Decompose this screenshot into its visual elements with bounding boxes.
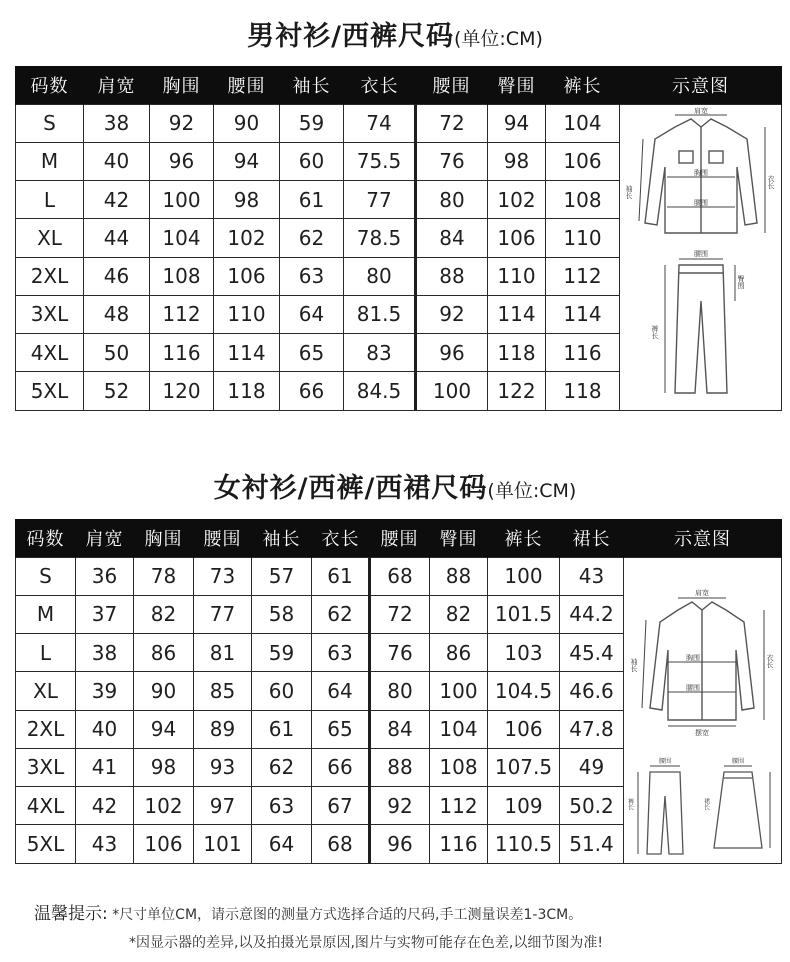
men-diagram-hip-label: 臀围 (736, 274, 745, 289)
men-measurement-diagram (623, 105, 779, 405)
men-cell-1-7: 98 (488, 142, 546, 180)
women-cell-3-5: 64 (312, 672, 370, 710)
women-diagram-pants-length-label: 裤长 (626, 797, 633, 810)
women-diagram-cell (624, 557, 782, 863)
men-cell-4-8: 112 (546, 257, 620, 295)
men-cell-3-5: 78.5 (344, 219, 416, 257)
women-cell-6-2: 102 (134, 787, 194, 825)
women-cell-6-3: 97 (194, 787, 252, 825)
women-cell-3-1: 39 (76, 672, 134, 710)
women-header-8: 裤长 (488, 519, 560, 557)
women-size-table (15, 519, 782, 864)
notes-text-1: *尺寸单位CM，请示意图的测量方式选择合适的尺码,手工测量误差1-3CM。 (112, 907, 583, 923)
women-header-1: 肩宽 (76, 519, 134, 557)
women-cell-2-4: 59 (252, 634, 312, 672)
women-cell-7-0: 5XL (16, 825, 76, 863)
women-diagram-skirt-length-label: 裙长 (702, 797, 709, 810)
men-cell-1-4: 60 (280, 142, 344, 180)
men-header-3: 腰围 (214, 66, 280, 104)
women-cell-7-6: 96 (370, 825, 430, 863)
men-cell-7-3: 118 (214, 372, 280, 410)
women-cell-0-8: 100 (488, 557, 560, 595)
men-cell-4-5: 80 (344, 257, 416, 295)
women-cell-5-8: 107.5 (488, 748, 560, 786)
women-cell-6-4: 63 (252, 787, 312, 825)
women-cell-2-5: 63 (312, 634, 370, 672)
women-cell-0-2: 78 (134, 557, 194, 595)
women-diagram-sleeve-label: 袖长 (629, 657, 638, 672)
women-diagram-length-label: 衣长 (765, 653, 774, 668)
women-cell-2-1: 38 (76, 634, 134, 672)
women-cell-5-2: 98 (134, 748, 194, 786)
men-cell-5-8: 114 (546, 295, 620, 333)
men-cell-6-0: 4XL (16, 334, 84, 372)
men-header-5: 衣长 (344, 66, 416, 104)
men-cell-6-5: 83 (344, 334, 416, 372)
men-cell-6-1: 50 (84, 334, 150, 372)
women-diagram-chest-label: 胸围 (685, 653, 700, 662)
women-skirt-sketch (714, 772, 762, 848)
women-cell-4-3: 89 (194, 710, 252, 748)
men-header-0: 码数 (16, 66, 84, 104)
women-cell-4-9: 47.8 (560, 710, 624, 748)
women-diagram-hem-label: 摆宽 (694, 728, 709, 737)
women-cell-7-8: 110.5 (488, 825, 560, 863)
men-cell-0-3: 90 (214, 104, 280, 142)
women-cell-7-3: 101 (194, 825, 252, 863)
men-cell-4-0: 2XL (16, 257, 84, 295)
men-header-8: 裤长 (546, 66, 620, 104)
men-cell-5-2: 112 (150, 295, 214, 333)
women-cell-7-1: 43 (76, 825, 134, 863)
men-cell-0-2: 92 (150, 104, 214, 142)
women-cell-0-0: S (16, 557, 76, 595)
women-cell-1-1: 37 (76, 595, 134, 633)
men-cell-2-1: 42 (84, 181, 150, 219)
men-cell-0-8: 104 (546, 104, 620, 142)
men-diagram-chest-label: 胸围 (693, 168, 708, 177)
women-header-10: 示意图 (624, 519, 782, 557)
women-cell-5-6: 88 (370, 748, 430, 786)
men-cell-3-7: 106 (488, 219, 546, 257)
women-cell-6-7: 112 (430, 787, 488, 825)
men-cell-0-5: 74 (344, 104, 416, 142)
women-cell-6-5: 67 (312, 787, 370, 825)
men-header-7: 臀围 (488, 66, 546, 104)
women-header-7: 臀围 (430, 519, 488, 557)
men-table-body (16, 104, 782, 410)
women-cell-3-8: 104.5 (488, 672, 560, 710)
men-cell-6-4: 65 (280, 334, 344, 372)
men-cell-5-4: 64 (280, 295, 344, 333)
men-cell-0-0: S (16, 104, 84, 142)
men-cell-4-4: 63 (280, 257, 344, 295)
women-cell-2-7: 86 (430, 634, 488, 672)
men-pants-sketch (675, 265, 727, 393)
men-cell-0-4: 59 (280, 104, 344, 142)
women-diagram-waist-label: 腰围 (685, 683, 700, 692)
women-cell-1-7: 82 (430, 595, 488, 633)
men-cell-5-1: 48 (84, 295, 150, 333)
men-cell-7-6: 100 (416, 372, 488, 410)
women-cell-4-5: 65 (312, 710, 370, 748)
women-cell-5-0: 3XL (16, 748, 76, 786)
women-cell-3-0: XL (16, 672, 76, 710)
women-cell-2-0: L (16, 634, 76, 672)
men-diagram-cell (620, 104, 782, 410)
men-table-row (16, 104, 782, 142)
men-cell-1-5: 75.5 (344, 142, 416, 180)
men-cell-2-7: 102 (488, 181, 546, 219)
women-cell-6-6: 92 (370, 787, 430, 825)
men-cell-6-3: 114 (214, 334, 280, 372)
men-cell-2-0: L (16, 181, 84, 219)
women-table-row (16, 557, 782, 595)
women-measurement-diagram (628, 558, 778, 858)
women-header-4: 袖长 (252, 519, 312, 557)
women-cell-3-7: 100 (430, 672, 488, 710)
men-size-table (15, 66, 782, 411)
women-header-9: 裙长 (560, 519, 624, 557)
men-cell-3-4: 62 (280, 219, 344, 257)
women-table-body (16, 557, 782, 863)
women-cell-3-6: 80 (370, 672, 430, 710)
women-header-row (16, 519, 782, 557)
women-cell-4-8: 106 (488, 710, 560, 748)
women-diagram-pants-waist-label: 腰围 (658, 757, 671, 765)
men-header-1: 肩宽 (84, 66, 150, 104)
men-cell-1-1: 40 (84, 142, 150, 180)
women-cell-5-1: 41 (76, 748, 134, 786)
notes-label: 温馨提示: (34, 904, 108, 924)
women-cell-5-9: 49 (560, 748, 624, 786)
women-cell-1-9: 44.2 (560, 595, 624, 633)
men-cell-1-0: M (16, 142, 84, 180)
men-cell-6-8: 116 (546, 334, 620, 372)
men-header-2: 胸围 (150, 66, 214, 104)
men-diagram-pants-length-label: 裤长 (650, 324, 659, 339)
men-cell-5-0: 3XL (16, 295, 84, 333)
women-cell-2-2: 86 (134, 634, 194, 672)
men-cell-7-4: 66 (280, 372, 344, 410)
notes (34, 899, 774, 952)
women-cell-7-9: 51.4 (560, 825, 624, 863)
women-header-3: 腰围 (194, 519, 252, 557)
men-cell-0-7: 94 (488, 104, 546, 142)
men-cell-1-2: 96 (150, 142, 214, 180)
men-header-6: 腰围 (416, 66, 488, 104)
women-header-5: 衣长 (312, 519, 370, 557)
women-cell-3-9: 46.6 (560, 672, 624, 710)
women-pants-sketch (647, 772, 683, 854)
men-cell-3-6: 84 (416, 219, 488, 257)
women-cell-7-7: 116 (430, 825, 488, 863)
men-cell-3-3: 102 (214, 219, 280, 257)
men-cell-7-7: 122 (488, 372, 546, 410)
men-cell-4-6: 88 (416, 257, 488, 295)
women-cell-5-3: 93 (194, 748, 252, 786)
women-cell-0-9: 43 (560, 557, 624, 595)
women-cell-1-3: 77 (194, 595, 252, 633)
women-cell-2-6: 76 (370, 634, 430, 672)
women-cell-0-3: 73 (194, 557, 252, 595)
men-size-title (0, 14, 790, 53)
notes-line-1 (34, 899, 774, 924)
men-cell-7-8: 118 (546, 372, 620, 410)
men-cell-1-3: 94 (214, 142, 280, 180)
women-cell-3-2: 90 (134, 672, 194, 710)
men-diagram-waist-label: 腰围 (693, 198, 708, 207)
men-cell-5-5: 81.5 (344, 295, 416, 333)
men-cell-5-3: 110 (214, 295, 280, 333)
men-diagram-length-label: 衣长 (766, 174, 775, 189)
men-cell-4-2: 108 (150, 257, 214, 295)
men-cell-6-7: 118 (488, 334, 546, 372)
women-cell-5-5: 66 (312, 748, 370, 786)
men-cell-5-6: 92 (416, 295, 488, 333)
men-cell-3-1: 44 (84, 219, 150, 257)
men-header-9: 示意图 (620, 66, 782, 104)
women-cell-1-0: M (16, 595, 76, 633)
women-cell-4-1: 40 (76, 710, 134, 748)
women-cell-4-7: 104 (430, 710, 488, 748)
men-cell-1-6: 76 (416, 142, 488, 180)
men-cell-2-6: 80 (416, 181, 488, 219)
women-cell-1-5: 62 (312, 595, 370, 633)
women-cell-1-4: 58 (252, 595, 312, 633)
men-cell-3-2: 104 (150, 219, 214, 257)
women-cell-7-4: 64 (252, 825, 312, 863)
women-size-title (0, 466, 790, 505)
women-shirt-sketch (650, 602, 754, 720)
women-cell-6-1: 42 (76, 787, 134, 825)
women-cell-4-4: 61 (252, 710, 312, 748)
men-cell-0-1: 38 (84, 104, 150, 142)
women-cell-4-0: 2XL (16, 710, 76, 748)
men-title-text: 男衬衫/西裤尺码 (247, 21, 454, 52)
men-cell-0-6: 72 (416, 104, 488, 142)
women-header-0: 码数 (16, 519, 76, 557)
men-cell-2-2: 100 (150, 181, 214, 219)
men-cell-4-3: 106 (214, 257, 280, 295)
men-cell-2-3: 98 (214, 181, 280, 219)
women-cell-2-9: 45.4 (560, 634, 624, 672)
women-diagram-shoulder-label: 肩宽 (694, 588, 709, 597)
men-cell-2-4: 61 (280, 181, 344, 219)
men-cell-5-7: 114 (488, 295, 546, 333)
men-cell-7-0: 5XL (16, 372, 84, 410)
men-cell-7-2: 120 (150, 372, 214, 410)
women-cell-3-4: 60 (252, 672, 312, 710)
women-cell-6-9: 50.2 (560, 787, 624, 825)
women-cell-7-2: 106 (134, 825, 194, 863)
women-header-6: 腰围 (370, 519, 430, 557)
men-diagram-sleeve-label: 袖长 (624, 184, 633, 199)
women-title-unit: (单位:CM) (487, 480, 577, 502)
men-cell-7-5: 84.5 (344, 372, 416, 410)
women-header-2: 胸围 (134, 519, 194, 557)
women-cell-4-6: 84 (370, 710, 430, 748)
women-title-text: 女衬衫/西裤/西裙尺码 (213, 473, 488, 504)
men-diagram-pants-waist-label: 腰围 (693, 249, 708, 258)
men-cell-3-0: XL (16, 219, 84, 257)
men-cell-4-1: 46 (84, 257, 150, 295)
men-cell-1-8: 106 (546, 142, 620, 180)
men-diagram-shoulder-label: 肩宽 (693, 106, 708, 115)
women-cell-7-5: 68 (312, 825, 370, 863)
men-cell-7-1: 52 (84, 372, 150, 410)
women-cell-4-2: 94 (134, 710, 194, 748)
men-cell-3-8: 110 (546, 219, 620, 257)
men-cell-6-6: 96 (416, 334, 488, 372)
women-cell-3-3: 85 (194, 672, 252, 710)
women-cell-0-6: 68 (370, 557, 430, 595)
men-header-row (16, 66, 782, 104)
men-title-unit: (单位:CM) (453, 28, 543, 50)
women-cell-0-5: 61 (312, 557, 370, 595)
women-cell-6-8: 109 (488, 787, 560, 825)
notes-line-2 (34, 932, 774, 952)
men-cell-2-8: 108 (546, 181, 620, 219)
men-cell-6-2: 116 (150, 334, 214, 372)
men-header-4: 袖长 (280, 66, 344, 104)
women-cell-5-7: 108 (430, 748, 488, 786)
notes-text-2: *因显示器的差异,以及拍摄光景原因,图片与实物可能存在色差,以细节图为准! (129, 935, 603, 951)
men-cell-2-5: 77 (344, 181, 416, 219)
women-cell-6-0: 4XL (16, 787, 76, 825)
women-cell-1-6: 72 (370, 595, 430, 633)
women-cell-0-4: 57 (252, 557, 312, 595)
women-diagram-skirt-waist-label: 腰围 (731, 757, 744, 765)
women-cell-5-4: 62 (252, 748, 312, 786)
men-cell-4-7: 110 (488, 257, 546, 295)
women-cell-2-8: 103 (488, 634, 560, 672)
women-cell-1-8: 101.5 (488, 595, 560, 633)
women-cell-1-2: 82 (134, 595, 194, 633)
women-cell-2-3: 81 (194, 634, 252, 672)
women-cell-0-7: 88 (430, 557, 488, 595)
women-cell-0-1: 36 (76, 557, 134, 595)
